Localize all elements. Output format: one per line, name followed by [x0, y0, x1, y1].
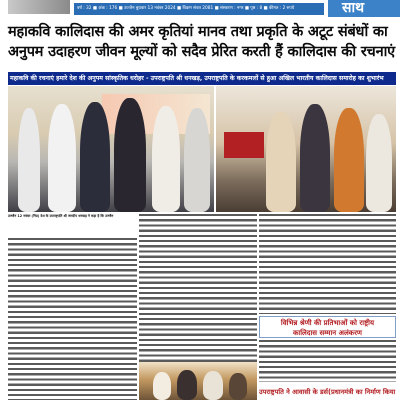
photo-person	[153, 372, 171, 400]
photo-person	[80, 102, 110, 212]
subheading-line-2: कालिदास सम्मान अलंकरण	[293, 328, 362, 337]
article-column-4	[259, 340, 396, 382]
article-column-3	[259, 214, 396, 314]
photo-person	[177, 370, 197, 400]
photo-person	[152, 106, 180, 212]
main-headline	[8, 22, 396, 61]
article-column-1	[8, 238, 137, 400]
ceremony-photo	[216, 86, 396, 212]
photo-person	[184, 108, 210, 212]
photo-person	[114, 98, 146, 212]
photo-person	[366, 114, 392, 212]
photo-person	[203, 371, 223, 400]
photo-caption: उज्जैन 12 नवंबर (निप्र) देश के उपराष्ट्रपति श्री जगदीप धनखड़ ने कहा है कि उज्जैन	[8, 214, 114, 218]
photo-person	[334, 108, 364, 212]
subheadline-bar: महाकवि की रचनाएं हमारे देश की अनुपम सांस्कृतिक धरोहर - उपराष्ट्रपति श्री धनखड़, उपराष्ट्रपति के करकमलों से हुआ अखिल भारतीय कालिदास समारोह का शुभारंभ	[8, 72, 396, 85]
photo-person	[266, 112, 296, 212]
headline-line-1: महाकवि कालिदास की अमर कृतियां मानव तथा प्रकृति के अटूट संबंधों का	[8, 23, 388, 40]
bottom-photo	[139, 362, 257, 400]
headline-line-2: अनुपम उदाहरण जीवन मूल्यों को सदैव प्रेरित करती हैं कालिदास की रचनाएं	[8, 42, 395, 60]
photo-person	[300, 104, 330, 212]
photo-person	[48, 104, 76, 212]
masthead-image	[8, 0, 70, 14]
award-subheading-box	[259, 316, 396, 338]
masthead-box: साथ	[328, 0, 400, 17]
photo-person	[229, 373, 247, 400]
tail-headline: उपराष्ट्रपति ने आवासी के डर्स(प्रधानमंत्री का निर्माण किया	[259, 388, 396, 396]
edition-info-strip: वर्ष : 32 ■ अंक : 176 ■ उज्जैन बुधवार 13 नवंबर 2024 ■ विक्रम संवत 2081 ■ संस्करण : नगर ■ पृष्ठ : 8 ■ कीमत : 2 रुपये	[74, 3, 324, 15]
masthead	[0, 0, 400, 20]
photo-person	[18, 108, 40, 212]
main-news-photo	[8, 86, 214, 212]
subheading-line-1: विभिन्न श्रेणी की प्रतिभाओं को राष्ट्रीय	[280, 318, 375, 327]
award-plaque	[224, 132, 264, 158]
